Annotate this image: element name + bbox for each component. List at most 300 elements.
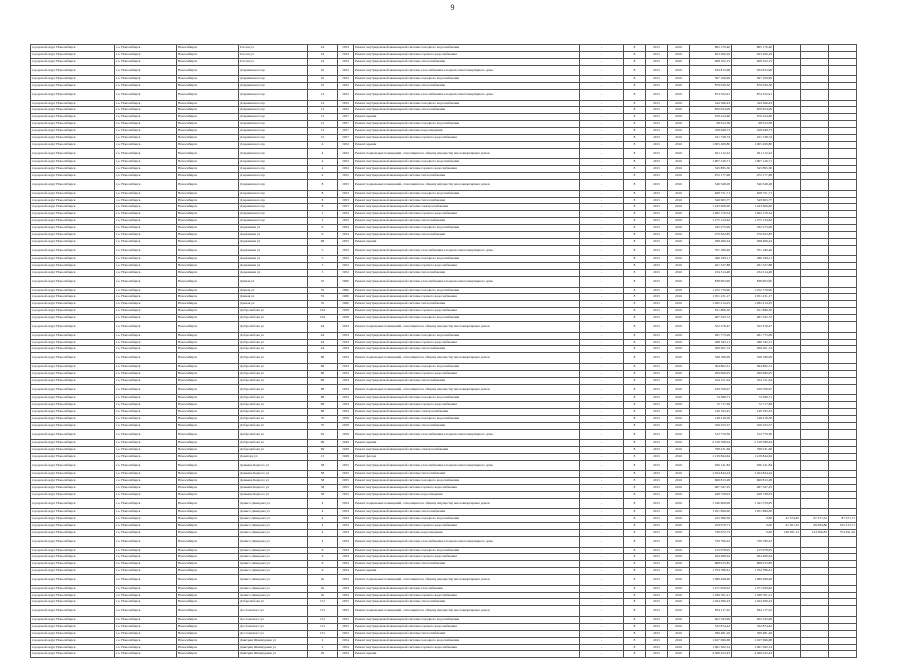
table-cell: - [580,107,624,114]
table-cell: 2016 [668,277,690,288]
table-cell: - [580,401,624,408]
table-cell: г.о. Новосибирск [115,363,177,370]
table-cell: 1952 [338,76,354,83]
table-cell: 1 [308,211,338,218]
table-cell: Новосибирск [177,76,239,83]
table-cell: 2 [308,644,338,651]
table-cell: Новосибирск [177,384,239,395]
table-cell [801,401,829,408]
table-cell: 544 566,43 [690,100,732,107]
table-cell: 868 915,85 [690,561,732,568]
table-cell: 8 [624,197,646,204]
table-cell: Добролюбова ул [239,401,308,408]
table-cell [774,58,801,65]
table-cell: Ремонт внутридомовой инженерной системы холодного водоснабжения [354,76,580,83]
table-cell [801,353,829,364]
table-cell: 1 062 176,54 [690,211,732,218]
table-cell: - [580,346,624,353]
table-cell: 2016 [668,128,690,135]
table-cell: Добролюбова ул [239,332,308,339]
table-cell: Новосибирск [177,471,239,478]
table-cell: г.о. Новосибирск [115,148,177,159]
table-row [31,121,857,128]
table-cell: 41 374,65 [774,516,801,523]
table-cell: Дзержинского пр [239,190,308,197]
table-cell [801,585,829,592]
table-cell [774,346,801,353]
table-cell [829,637,857,644]
table-cell [829,547,857,554]
table-cell: 266 199,11 [732,256,774,263]
table-cell: Добролюбова ул [239,440,308,447]
table-cell: 72 717,69 [732,401,774,408]
table-cell: 364 862,51 [690,363,732,370]
table-cell: 168 648,73 [690,128,732,135]
table-cell [801,440,829,447]
table-cell: - [580,204,624,211]
table-cell: Новосибирск [177,121,239,128]
table-cell: - [580,509,624,516]
table-cell [829,114,857,121]
table-cell: Дениса Давыдова ул [239,509,308,516]
table-row [31,232,857,239]
table-cell: 2016 [668,644,690,651]
table-cell: 2015 [646,159,668,166]
table-cell: 2015 [646,180,668,191]
table-cell: Новосибирск [177,422,239,429]
table-row [31,65,857,76]
table-cell: 2015 [646,651,668,658]
table-cell: 2016 [668,377,690,384]
table-cell: городской округ Новосибирск [31,238,115,245]
table-cell: 936 141,84 [732,460,774,471]
table-cell: г.о. Новосибирск [115,592,177,599]
table-cell: 972 177,98 [690,173,732,180]
table-cell: 1 271 659,02 [732,585,774,592]
table-cell: Новосибирск [177,100,239,107]
table-cell [829,460,857,471]
table-cell: Ремонт внутридомовой инженерной системы теплоснабжения [354,197,580,204]
table-cell: городской округ Новосибирск [31,537,115,548]
table-cell: городской округ Новосибирск [31,65,115,76]
table-cell: - [580,561,624,568]
table-cell: городской округ Новосибирск [31,377,115,384]
table-cell: 679 224,60 [732,114,774,121]
table-cell [829,45,857,52]
table-cell: 1952 [338,245,354,256]
table-cell: 8 [624,322,646,333]
table-cell: г.о. Новосибирск [115,471,177,478]
table-cell: Дзержинского пр [239,121,308,128]
table-cell: - [580,623,624,630]
table-cell: 8 [624,270,646,277]
table-cell [829,471,857,478]
table-cell [829,353,857,364]
table-cell: 8 [624,332,646,339]
table-cell: 8 [308,190,338,197]
table-cell [774,460,801,471]
table-row [31,245,857,256]
table-cell: 1 089 498,48 [690,575,732,586]
table-cell: Ремонт внутридомовой инженерной системы теплоснабжения [354,422,580,429]
table-cell: 2015 [646,460,668,471]
table-cell: Ремонт внутридомовой инженерной системы горячего водоснабжения [354,51,580,58]
table-cell: 8 [624,415,646,422]
table-cell [801,173,829,180]
table-cell: 131 [308,623,338,630]
table-cell: 512 779,36 [732,429,774,440]
table-cell: 2015 [646,395,668,402]
table-cell: 1954 [338,353,354,364]
table-cell: Дениса Давыдова ул [239,568,308,575]
table-cell [829,408,857,415]
table-cell: 2015 [646,51,668,58]
table-cell: 1 051 231,17 [732,294,774,301]
table-cell: городской округ Новосибирск [31,623,115,630]
table-cell: Новосибирск [177,408,239,415]
table-cell [801,51,829,58]
table-cell: 8 [624,440,646,447]
table-cell: Дзержинского пр [239,166,308,173]
table-cell: 8 [624,592,646,599]
table-cell: 2016 [668,238,690,245]
table-cell: 8 [624,492,646,499]
table-cell: Новосибирск [177,256,239,263]
table-cell: 1952 [338,90,354,101]
table-cell: 2016 [668,485,690,492]
table-row [31,315,857,322]
table-cell [774,353,801,364]
table-cell: 2016 [668,121,690,128]
table-cell: 1952 [338,218,354,225]
table-cell [829,190,857,197]
table-cell: 2016 [668,498,690,509]
table-cell: Новосибирск [177,516,239,523]
table-cell [774,270,801,277]
table-cell: городской округ Новосибирск [31,301,115,308]
table-cell: Новосибирск [177,159,239,166]
table-cell [801,148,829,159]
table-cell: - [580,415,624,422]
table-cell: Ремонт внутридомовой инженерной системы водоотведения [354,530,580,537]
table-cell: 2016 [668,547,690,554]
table-cell: 10 [308,83,338,90]
table-row [31,332,857,339]
table-cell: г.о. Новосибирск [115,408,177,415]
table-cell: 104 [308,308,338,315]
table-cell: 2015 [646,599,668,606]
table-cell [801,100,829,107]
table-cell: 2015 [646,530,668,537]
table-cell: 1954 [338,547,354,554]
table-row [31,346,857,353]
table-cell: Дачная ул [239,277,308,288]
table-cell: городской округ Новосибирск [31,644,115,651]
table-cell [829,644,857,651]
table-cell: Новосибирск [177,197,239,204]
table-cell: Новосибирск [177,485,239,492]
table-cell [829,616,857,623]
table-cell: 35 [308,301,338,308]
table-cell: 234 314,48 [690,270,732,277]
table-cell: 487 547,25 [690,485,732,492]
table-cell [774,332,801,339]
table-cell: 838 903,90 [732,277,774,288]
table-cell: 1952 [338,256,354,263]
table-cell: Новосибирск [177,332,239,339]
table-cell: 2016 [668,415,690,422]
table-cell: 86 [308,363,338,370]
table-cell [829,245,857,256]
table-cell: 1954 [338,232,354,239]
repair-program-table-wrapper [30,44,856,658]
table-cell [774,422,801,429]
table-cell: 1 219 844,64 [690,453,732,460]
table-cell [801,332,829,339]
table-cell: 1954 [338,592,354,599]
table-cell: Новосибирск [177,141,239,148]
table-cell: Дзержинского пр [239,141,308,148]
table-cell [774,121,801,128]
table-cell: городской округ Новосибирск [31,51,115,58]
table-cell: 2015 [646,128,668,135]
table-cell [829,232,857,239]
table-cell: 2016 [668,287,690,294]
table-cell: 8 [624,51,646,58]
table-cell: 2016 [668,509,690,516]
table-cell: 1 061 562,14 [732,644,774,651]
table-cell: 8 [624,277,646,288]
table-cell: 2015 [646,623,668,630]
table-cell: Дениса Давыдова ул [239,554,308,561]
table-cell: 2015 [646,197,668,204]
table-cell: городской округ Новосибирск [31,83,115,90]
table-cell: Новосибирск [177,339,239,346]
table-row [31,537,857,548]
table-cell: 1955 [338,460,354,471]
table-cell: Новосибирск [177,353,239,364]
table-row [31,204,857,211]
table-cell: Ремонт внутридомовой инженерной системы газоснабжения и подвала многоквартирного дома [354,277,580,288]
table-cell [801,107,829,114]
table-cell: 487 345,72 [690,315,732,322]
table-cell [829,346,857,353]
table-cell [829,173,857,180]
table-cell: 2016 [668,83,690,90]
table-cell: г.о. Новосибирск [115,554,177,561]
table-cell [829,377,857,384]
table-cell: 1954 [338,58,354,65]
table-cell: 798 231,69 [690,446,732,453]
table-cell: г.о. Новосибирск [115,277,177,288]
table-cell: 281 775,09 [732,332,774,339]
table-cell: городской округ Новосибирск [31,370,115,377]
table-cell: 402 545,99 [690,616,732,623]
table-cell: Дениса Давыдова ул [239,575,308,586]
table-cell [829,301,857,308]
table-cell: городской округ Новосибирск [31,204,115,211]
table-cell: городской округ Новосибирск [31,270,115,277]
table-row [31,294,857,301]
table-row [31,197,857,204]
table-cell: 2016 [668,370,690,377]
table-cell: 86 [308,370,338,377]
table-cell: 2015 [646,107,668,114]
table-cell [801,159,829,166]
table-cell: 921 112,22 [732,148,774,159]
table-cell: 1952 [338,141,354,148]
table-cell: городской округ Новосибирск [31,585,115,592]
table-cell: 270 622,85 [690,232,732,239]
table-row [31,141,857,148]
table-cell: Достоевского ул [239,606,308,617]
table-cell: - [580,190,624,197]
table-cell: 2015 [646,308,668,315]
table-cell: 567 109,99 [690,76,732,83]
table-cell [801,498,829,509]
table-cell: Ремонт внутридомовой инженерной системы холодного водоснабжения [354,225,580,232]
table-cell: 8 [308,204,338,211]
table-cell: 2015 [646,440,668,447]
table-cell: 599 481,26 [732,630,774,637]
table-cell: 729 790,22 [732,537,774,548]
table-cell: Ремонт внутридомовой инженерной системы горячего водоснабжения [354,554,580,561]
table-cell [829,485,857,492]
table-cell: 70 [308,415,338,422]
table-cell [774,148,801,159]
table-cell: Новосибирск [177,90,239,101]
table-cell: 161 728,74 [690,135,732,142]
table-cell: - [580,446,624,453]
table-cell [774,173,801,180]
table-cell: 1 024 590,23 [690,599,732,606]
table-cell [801,453,829,460]
table-cell: 8 [624,363,646,370]
table-cell: 1954 [338,516,354,523]
table-cell: 2016 [668,339,690,346]
table-cell: - [580,173,624,180]
table-cell [829,363,857,370]
table-cell: 2016 [668,315,690,322]
table-row [31,492,857,499]
table-cell: 1954 [338,637,354,644]
table-cell: г.о. Новосибирск [115,232,177,239]
table-cell: Ремонт внутридомовой инженерной системы холодного водоснабжения [354,616,580,623]
table-cell: 532 874,42 [690,623,732,630]
table-cell: г.о. Новосибирск [115,384,177,395]
table-cell: Добролюбова ул [239,395,308,402]
table-cell: Новосибирск [177,492,239,499]
table-cell: 374 291,29 [829,530,857,537]
table-cell: 1959 [338,415,354,422]
table-cell [774,83,801,90]
table-cell: городской округ Новосибирск [31,135,115,142]
table-cell: Демьяна Бедного ул [239,485,308,492]
table-row [31,322,857,333]
table-cell: 2016 [668,353,690,364]
table-cell: - [580,148,624,159]
table-cell: 306 201,74 [732,346,774,353]
table-cell: 8 [624,599,646,606]
table-cell: Новосибирск [177,585,239,592]
table-row [31,547,857,554]
table-cell [801,277,829,288]
table-row [31,211,857,218]
table-row [31,422,857,429]
table-cell: 4 [308,141,338,148]
table-cell: 1952 [338,83,354,90]
table-cell: 1954 [338,339,354,346]
table-cell: 8 [624,471,646,478]
table-cell: 4 [308,159,338,166]
table-cell: 15 [308,114,338,121]
table-cell: 5 [308,245,338,256]
table-cell: 1 027 696,68 [732,637,774,644]
table-cell [801,363,829,370]
table-cell: 2015 [646,114,668,121]
table-cell: 24 [308,45,338,52]
table-cell: 9а [308,585,338,592]
table-cell: Новосибирск [177,45,239,52]
table-cell: городской округ Новосибирск [31,637,115,644]
table-cell: г.о. Новосибирск [115,492,177,499]
table-cell [774,190,801,197]
table-cell: 281 775,09 [690,332,732,339]
table-cell: 1953 [338,204,354,211]
table-cell: 8 [624,218,646,225]
table-cell: 8 [624,65,646,76]
table-row [31,225,857,232]
table-cell: 149 195,43 [732,408,774,415]
table-cell: Добролюбова ул [239,353,308,364]
table-cell: 2 [308,218,338,225]
table-cell: Новосибирск [177,377,239,384]
table-cell: городской округ Новосибирск [31,554,115,561]
table-cell: 545 895,30 [732,166,774,173]
table-cell: Ремонт внутридомовой инженерной системы горячего водоснабжения [354,294,580,301]
table-cell: 2015 [646,585,668,592]
table-cell: 1949 [338,453,354,460]
table-cell: 8 [624,460,646,471]
table-cell: - [580,384,624,395]
table-cell [829,308,857,315]
table-cell: 1955 [338,485,354,492]
table-cell [774,561,801,568]
table-cell [829,401,857,408]
table-row [31,554,857,561]
table-cell: - [580,308,624,315]
table-cell: - [580,180,624,191]
table-cell: Новосибирск [177,415,239,422]
table-cell: Державина ул [239,238,308,245]
table-cell: - [580,225,624,232]
table-cell: 1952 [338,100,354,107]
table-cell: 528 186,09 [732,353,774,364]
table-cell: 35 [308,277,338,288]
table-cell: Ремонт подвальных помещений, относящихся к общему имуществу многоквартирных домов [354,384,580,395]
table-cell: 1 704 786,61 [690,568,732,575]
table-cell: 294 489,04 [732,554,774,561]
table-cell: Достоевского ул [239,623,308,630]
table-cell: г.о. Новосибирск [115,446,177,453]
table-cell: г.о. Новосибирск [115,83,177,90]
table-cell [829,204,857,211]
table-cell [801,301,829,308]
table-cell [829,225,857,232]
table-cell: 4 [308,498,338,509]
table-cell: 1954 [338,498,354,509]
table-cell: Ремонт внутридомовой инженерной системы холодного водоснабжения [354,190,580,197]
